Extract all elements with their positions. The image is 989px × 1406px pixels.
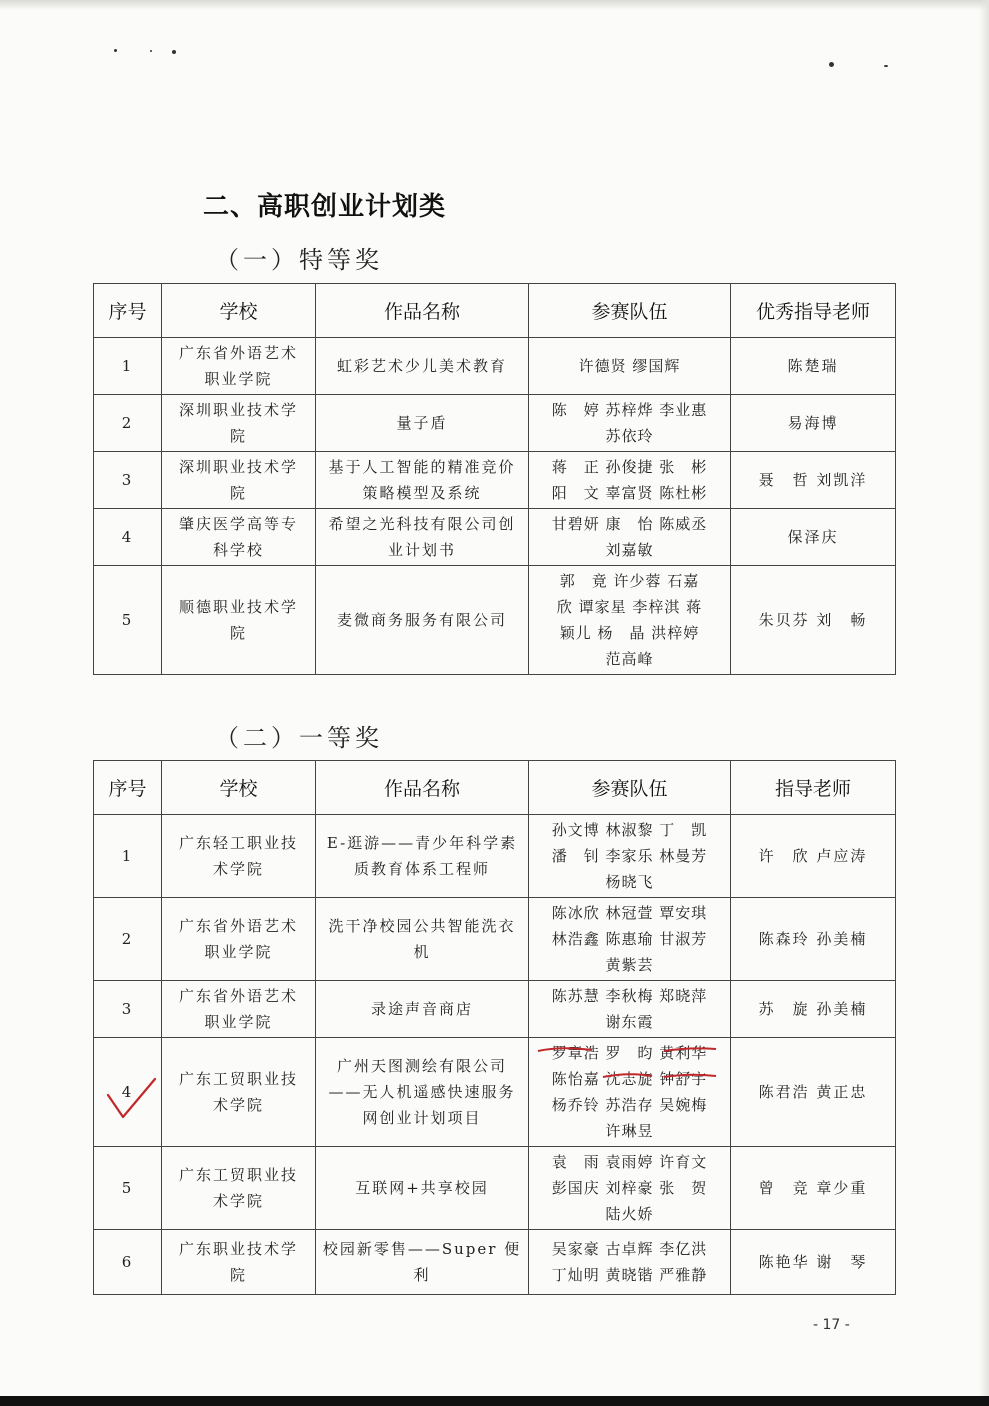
cell-team: 罗章浩 罗 昀 黄利华 陈怡嘉 沈志旋 钟舒宇 杨乔铃 苏浩存 吴婉梅 许琳昱	[529, 1038, 731, 1147]
header-teacher: 优秀指导老师	[731, 284, 896, 338]
cell-school: 广东省外语艺术 职业学院	[162, 898, 316, 981]
cell-school: 深圳职业技术学 院	[162, 395, 316, 452]
cell-project: 量子盾	[316, 395, 529, 452]
cell-team: 陈苏慧 李秋梅 郑晓萍 谢东霞	[529, 981, 731, 1038]
scan-speck	[172, 50, 176, 54]
header-team: 参赛队伍	[529, 284, 731, 338]
cell-team: 郭 竟 许少蓉 石嘉 欣 谭家星 李梓淇 蒋 颖儿 杨 晶 洪梓婷 范高峰	[529, 566, 731, 675]
header-school: 学校	[162, 284, 316, 338]
cell-team: 陈冰欣 林冠萱 覃安琪 林浩鑫 陈惠瑜 甘淑芳 黄紫芸	[529, 898, 731, 981]
cell-project: 互联网+共享校园	[316, 1147, 529, 1230]
scan-edge-right	[979, 0, 989, 1406]
cell-school: 广东省外语艺术 职业学院	[162, 981, 316, 1038]
subtitle-first-award: （二）一等奖	[215, 724, 383, 752]
cell-teacher: 聂 哲 刘凯洋	[731, 452, 896, 509]
cell-index: 1	[94, 338, 162, 395]
header-index: 序号	[94, 284, 162, 338]
cell-index: 1	[94, 815, 162, 898]
cell-team: 袁 雨 袁雨婷 许育文 彭国庆 刘梓豪 张 贺 陆火娇	[529, 1147, 731, 1230]
table-row	[94, 981, 896, 1038]
first-award-table	[93, 760, 896, 1295]
cell-school: 广东工贸职业技 术学院	[162, 1038, 316, 1147]
table-row	[94, 395, 896, 452]
cell-index: 3	[94, 981, 162, 1038]
table-row	[94, 1038, 896, 1147]
cell-index: 2	[94, 898, 162, 981]
cell-project: 希望之光科技有限公司创 业计划书	[316, 509, 529, 566]
scan-speck	[829, 62, 834, 67]
cell-project: 录途声音商店	[316, 981, 529, 1038]
cell-index: 4	[94, 509, 162, 566]
table-row	[94, 509, 896, 566]
cell-project: 洗干净校园公共智能洗衣 机	[316, 898, 529, 981]
cell-teacher: 苏 旋 孙美楠	[731, 981, 896, 1038]
cell-project: 校园新零售——Super 便 利	[316, 1230, 529, 1295]
cell-project: 基于人工智能的精准竞价 策略模型及系统	[316, 452, 529, 509]
cell-school: 广东省外语艺术 职业学院	[162, 338, 316, 395]
page-number: - 17 -	[813, 1317, 850, 1333]
table-row	[94, 1230, 896, 1295]
cell-project: 麦微商务服务有限公司	[316, 566, 529, 675]
cell-team: 孙文博 林淑黎 丁 凯 潘 钊 李家乐 林曼芳 杨晓飞	[529, 815, 731, 898]
table-row	[94, 1147, 896, 1230]
cell-teacher: 陈森玲 孙美楠	[731, 898, 896, 981]
cell-team: 吴家豪 古卓辉 李亿洪 丁灿明 黄晓锴 严雅静	[529, 1230, 731, 1295]
table-row	[94, 452, 896, 509]
table-row	[94, 815, 896, 898]
cell-teacher: 陈艳华 谢 琴	[731, 1230, 896, 1295]
header-project: 作品名称	[316, 284, 529, 338]
cell-teacher: 朱贝芬 刘 畅	[731, 566, 896, 675]
scan-speck	[884, 65, 888, 67]
table-row	[94, 338, 896, 395]
cell-school: 肇庆医学高等专 科学校	[162, 509, 316, 566]
cell-project: 广州天图测绘有限公司 ——无人机遥感快速服务 网创业计划项目	[316, 1038, 529, 1147]
cell-index: 3	[94, 452, 162, 509]
scan-speck	[114, 49, 117, 52]
cell-team: 许德贤 缪国辉	[529, 338, 731, 395]
cell-project: E-逛游——青少年科学素 质教育体系工程师	[316, 815, 529, 898]
section-title: 二、高职创业计划类	[203, 192, 447, 222]
cell-team: 陈 婷 苏梓烨 李业惠 苏依玲	[529, 395, 731, 452]
cell-team: 蒋 正 孙俊捷 张 彬 阳 文 辜富贤 陈杜彬	[529, 452, 731, 509]
table-header-row	[94, 761, 896, 815]
cell-index: 6	[94, 1230, 162, 1295]
cell-teacher: 曾 竞 章少重	[731, 1147, 896, 1230]
cell-school: 广东轻工职业技 术学院	[162, 815, 316, 898]
cell-teacher: 许 欣 卢应涛	[731, 815, 896, 898]
header-project: 作品名称	[316, 761, 529, 815]
cell-index: 5	[94, 566, 162, 675]
cell-teacher: 易海博	[731, 395, 896, 452]
table-row	[94, 898, 896, 981]
table-header-row	[94, 284, 896, 338]
cell-school: 广东职业技术学 院	[162, 1230, 316, 1295]
cell-index: 4	[94, 1038, 162, 1147]
cell-teacher: 陈楚瑞	[731, 338, 896, 395]
cell-index: 2	[94, 395, 162, 452]
scan-edge-top	[0, 0, 989, 10]
cell-school: 顺德职业技术学 院	[162, 566, 316, 675]
cell-teacher: 保泽庆	[731, 509, 896, 566]
scan-speck	[150, 50, 152, 52]
header-teacher: 指导老师	[731, 761, 896, 815]
header-team: 参赛队伍	[529, 761, 731, 815]
cell-project: 虹彩艺术少儿美术教育	[316, 338, 529, 395]
table-row	[94, 566, 896, 675]
header-index: 序号	[94, 761, 162, 815]
cell-team: 甘碧妍 康 怡 陈威丞 刘嘉敏	[529, 509, 731, 566]
scan-edge-bottom	[0, 1396, 989, 1406]
subtitle-special-award: （一）特等奖	[215, 246, 383, 274]
cell-school: 广东工贸职业技 术学院	[162, 1147, 316, 1230]
header-school: 学校	[162, 761, 316, 815]
cell-school: 深圳职业技术学 院	[162, 452, 316, 509]
special-award-table	[93, 283, 896, 675]
cell-teacher: 陈君浩 黄正忠	[731, 1038, 896, 1147]
cell-index: 5	[94, 1147, 162, 1230]
